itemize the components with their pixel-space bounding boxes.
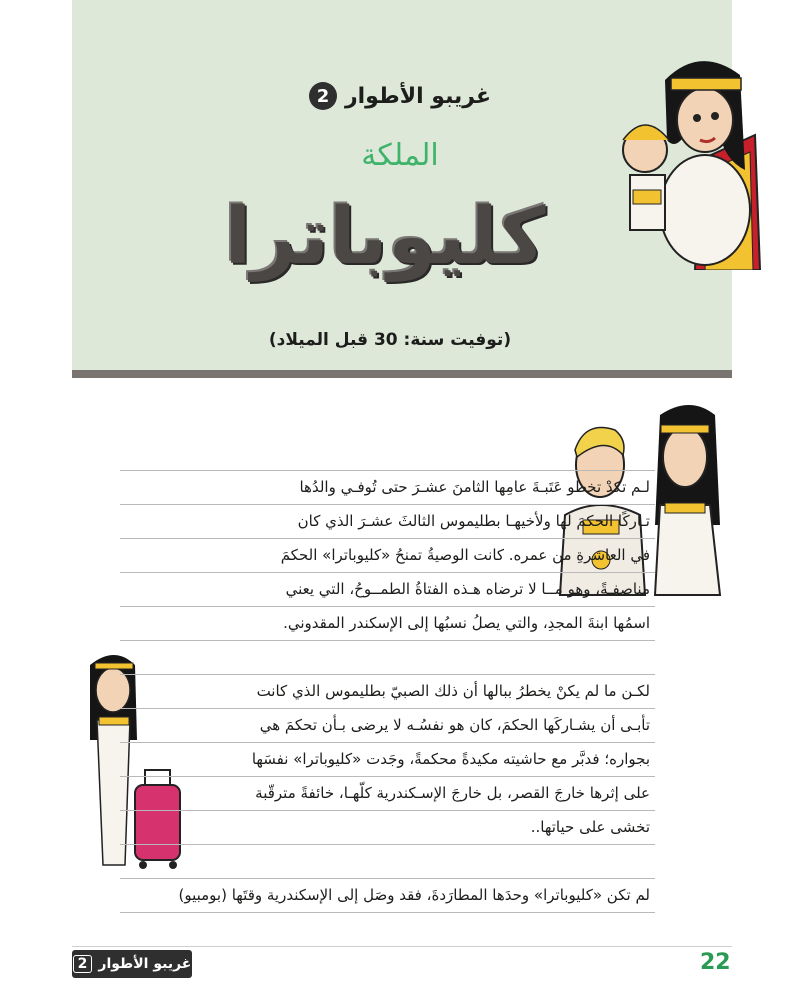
text-line: تأبـى أن يشـاركَها الحكمَ، كان هو نفسُـه لا يرضى بـأن تحكمَ هي	[259, 716, 650, 734]
page-title: كليوباترا	[224, 192, 546, 282]
page-number: 22	[700, 950, 731, 975]
text-line: لكـن ما لم يكنْ يخطرُ ببالها أن ذلك الصبيّ بطليموس الذي كانت	[256, 682, 650, 700]
death-date: (توفيت سنة: 30 قبل الميلاد)	[268, 330, 512, 350]
text-line: مناصفـةً، وهو مــا لا ترضاه هـذه الفتاةُ الطمــوحُ، التي يعني	[285, 580, 650, 598]
text-line: تخشى على حياتها..	[530, 818, 650, 836]
ruled-line	[120, 844, 655, 845]
cleopatra-throne-illustration	[605, 40, 765, 270]
ruled-line	[120, 912, 655, 913]
footer-series-number: 2	[73, 955, 93, 973]
ruled-line	[120, 470, 655, 471]
footer-series-badge	[72, 950, 192, 978]
ruled-line	[120, 708, 655, 709]
paragraph-2	[120, 674, 650, 844]
text-line: لم تكن «كليوباترا» وحدَها المطارَدةَ، فقد وصَل إلى الإسكندرية وقتَها (بومبيو)	[178, 886, 650, 904]
text-line: على إثرها خارجَ القصر، بل خارجَ الإسـكندرية كلّهـا، خائفةً مترقّبة	[255, 784, 650, 802]
ruled-line	[120, 538, 655, 539]
series-title	[300, 78, 500, 114]
ruled-line	[120, 742, 655, 743]
text-line: في العاشرةِ من عمره. كانت الوصيةُ تمنحُ «كليوباترا» الحكمَ	[280, 546, 650, 564]
ruled-line	[120, 776, 655, 777]
text-line: اسمُها ابنةَ المجدِ، والتي يصلُ نسبُها إلى الإسكندر المقدوني.	[283, 614, 650, 632]
subtitle: الملكة	[361, 138, 439, 173]
series-number-badge: 2	[309, 82, 337, 110]
series-title-text: غريبو الأطوار	[344, 83, 492, 109]
footer-divider	[72, 946, 732, 947]
text-line: بجواره؛ فدبَّر مع حاشيته مكيدةً محكمةً، وجَدت «كليوباترا» نفسَها	[251, 750, 650, 768]
ruled-line	[120, 504, 655, 505]
header-divider	[72, 370, 732, 378]
ruled-line	[120, 674, 655, 675]
ruled-line	[120, 640, 655, 641]
paragraph-1	[120, 470, 650, 640]
ruled-line	[120, 810, 655, 811]
ruled-line	[120, 572, 655, 573]
footer-series-title: غريبو الأطوار	[98, 956, 192, 972]
ruled-line	[120, 606, 655, 607]
ruled-line	[120, 878, 655, 879]
text-line: لـم تكدْ تخطو عَتَبـةَ عامِها الثامنَ عشـرَ حتى تُوفـي والدُها	[299, 478, 650, 496]
paragraph-3	[120, 878, 650, 912]
text-line: تـاركًا الحكمَ لها ولأخيهـا بطليموس الثالثَ عشـرَ الذي كان	[297, 512, 650, 530]
